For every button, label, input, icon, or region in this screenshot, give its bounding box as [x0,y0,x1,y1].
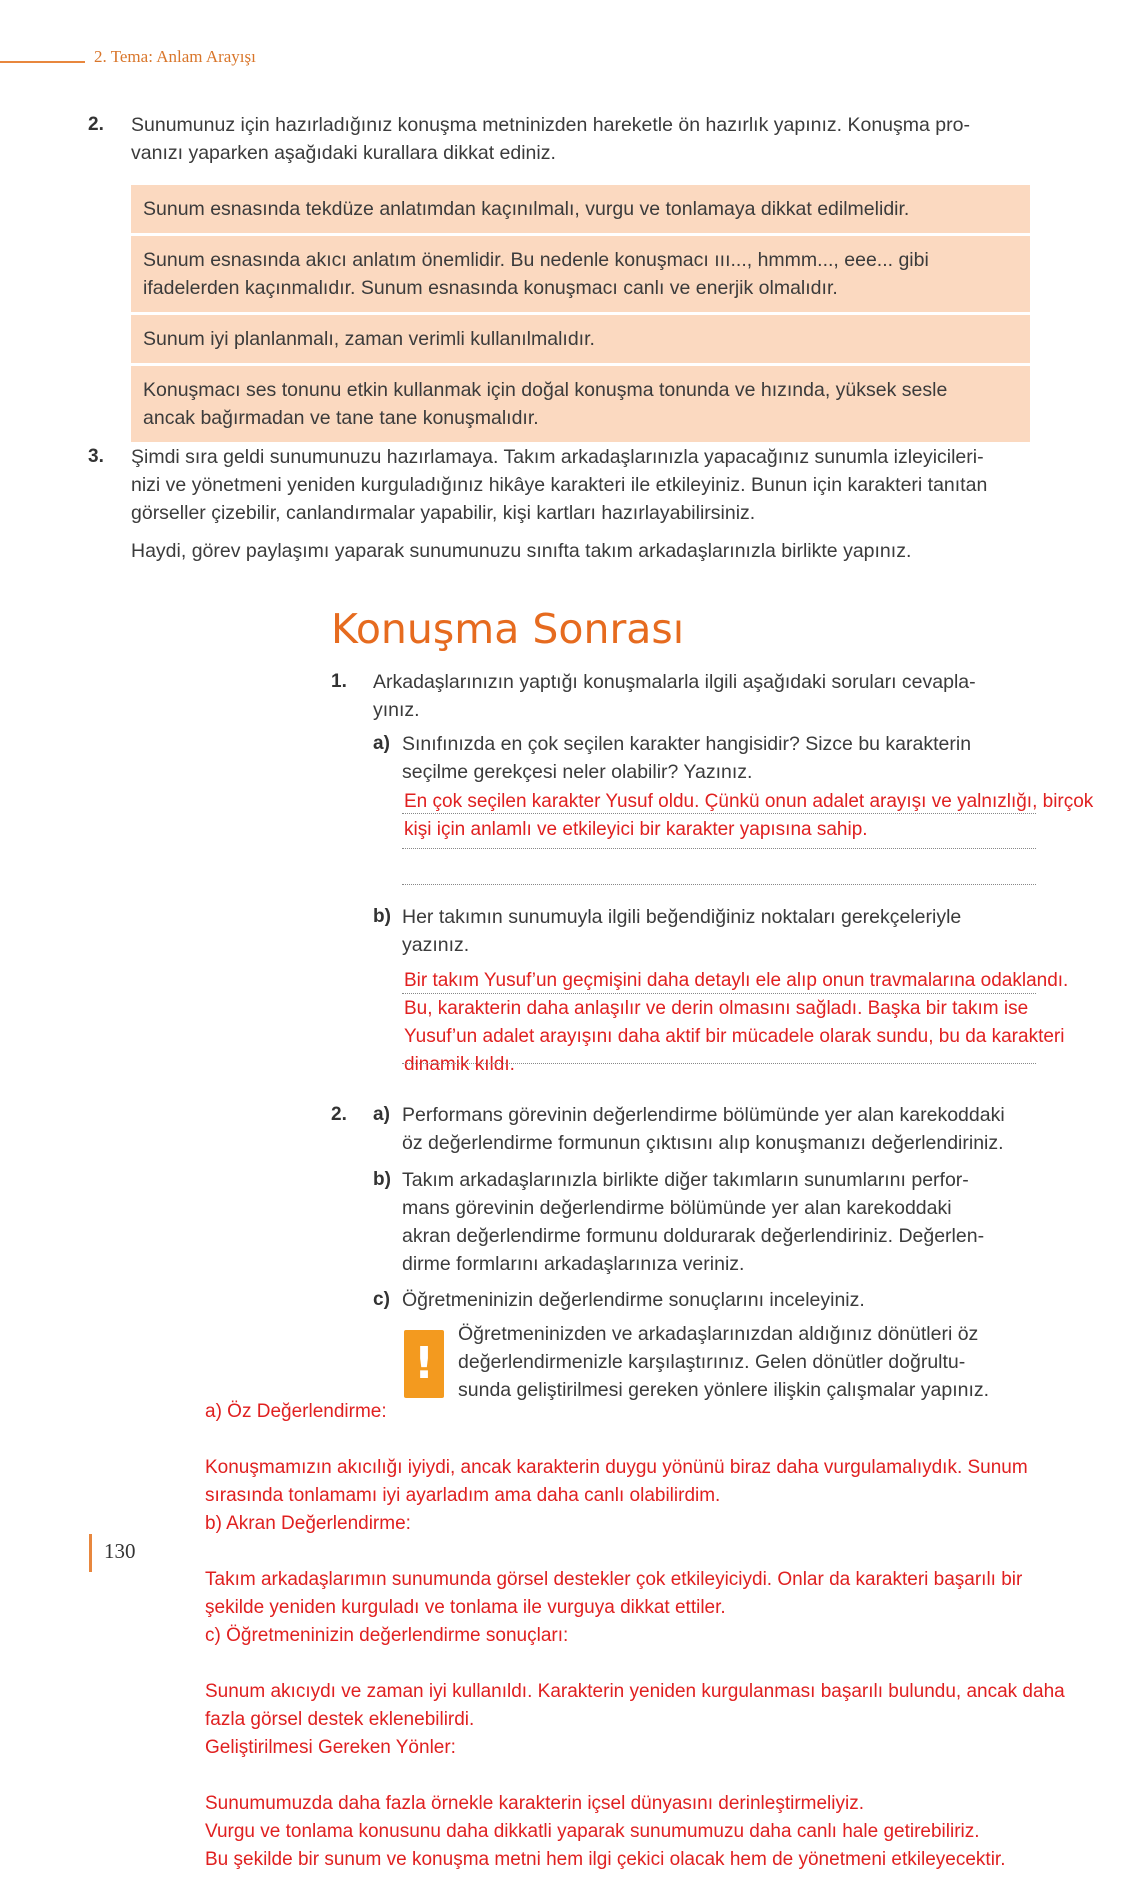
q1-number: 1. [331,671,347,692]
writing-line [402,1063,1036,1064]
rule-item [131,185,1030,236]
answer-line: Yusuf’un adalet arayışını daha aktif bir mücadele olarak sundu, bu da karakteri [404,1026,1065,1047]
q2b-line: mans görevinin değerlendirme bölümünde yer alan karekoddaki [402,1197,952,1219]
q1-line: yınız. [373,699,420,721]
writing-line [402,813,1036,814]
q2a-text [402,1101,1005,1157]
rule-item [131,315,1030,366]
answer-line: En çok seçilen karakter Yusuf oldu. Çünkü onun adalet arayışı ve yalnızlığı, birçok [404,791,1094,812]
q2b-line: Takım arkadaşlarınızla birlikte diğer takımların sunumlarını perfor- [402,1169,969,1191]
answer-line: sırasında tonlamamı iyi ayarladım ama daha canlı olabilirdim. [205,1485,721,1506]
q2b-label: b) [373,1169,391,1190]
writing-line [402,848,1036,849]
answer-line: Konuşmamızın akıcılığı iyiydi, ancak karakterin duygu yönünü biraz daha vurgulamalıydık. Sunum [205,1457,1028,1478]
q2a-line: Performans görevinin değerlendirme bölümünde yer alan karekoddaki [402,1104,1005,1126]
q1a-text [402,730,971,786]
rule-line: Sunum iyi planlanmalı, zaman verimli kullanılmalıdır. [143,328,595,350]
q2b-line: dirme formlarını arkadaşlarınıza veriniz. [402,1253,745,1275]
q1b-line: yazınız. [402,934,470,956]
item2-number: 2. [88,114,104,135]
q1-line: Arkadaşlarınızın yaptığı konuşmalarla ilgili aşağıdaki soruları cevapla- [373,671,976,693]
item3-text [131,443,987,565]
q1a-label: a) [373,733,390,754]
answer-heading: c) Öğretmeninizin değerlendirme sonuçları: [205,1625,569,1646]
item3-number: 3. [88,446,104,467]
section-title: Konuşma Sonrası [331,605,685,653]
rule-item [131,236,1030,315]
rule-line: Sunum esnasında akıcı anlatım önemlidir. Bu nedenle konuşmacı ııı..., hmmm..., eee... gibi [143,249,929,271]
answer-line: Vurgu ve tonlama konusunu daha dikkatli yaparak sunumumuzu daha canlı hale getirebiliriz. [205,1821,980,1842]
answer-line: Sunum akıcıydı ve zaman iyi kullanıldı. Karakterin yeniden kurgulanması başarılı bulundu, ancak daha [205,1681,1065,1702]
answer-heading: a) Öz Değerlendirme: [205,1401,387,1422]
note-line: değerlendirmenizle karşılaştırınız. Gelen dönütler doğrultu- [458,1351,966,1373]
running-header: 2. Tema: Anlam Arayışı [94,47,256,66]
rule-item [131,366,1030,445]
item3-line: görseller çizebilir, canlandırmalar yapabilir, kişi kartları hazırlayabilirsiniz. [131,502,756,524]
q2a-label: a) [373,1104,390,1125]
item3-line: Haydi, görev paylaşımı yaparak sunumunuzu sınıfta takım arkadaşlarınızla birlikte yapınız. [131,540,912,562]
answer-line: Bir takım Yusuf’un geçmişini daha detaylı ele alıp onun travmalarına odaklandı. [404,970,1069,991]
item3-line: nizi ve yönetmeni yeniden kurguladığınız hikâye karakteri ile etkileyiniz. Bunun için karakteri tanıtan [131,474,988,496]
q1b-text [402,903,961,959]
writing-line [402,993,1036,994]
answer-line: dinamik kıldı. [404,1054,515,1075]
item2-line: vanızı yaparken aşağıdaki kurallara dikkat ediniz. [131,142,556,164]
answer-heading: Geliştirilmesi Gereken Yönler: [205,1737,456,1758]
q2b-line: akran değerlendirme formunu doldurarak değerlendiriniz. Değerlen- [402,1225,985,1247]
q2c-text [402,1286,865,1314]
q2b-text [402,1166,984,1278]
q2c-line: Öğretmeninizin değerlendirme sonuçlarını inceleyiniz. [402,1289,865,1311]
item2-text [131,111,970,167]
rules-box [131,185,1030,445]
answer-line: şekilde yeniden kurguladı ve tonlama ile vurguya dikkat ettiler. [205,1597,726,1618]
answer-line: Sunumumuzda daha fazla örnekle karakterin içsel dünyasını derinleştirmeliyiz. [205,1793,864,1814]
writing-line [402,884,1036,885]
answer-line: fazla görsel destek eklenebilirdi. [205,1709,475,1730]
page-number-bar [89,1534,92,1572]
q2a-line: öz değerlendirme formunun çıktısını alıp konuşmanızı değerlendiriniz. [402,1132,1004,1154]
rule-line: ancak bağırmadan ve tane tane konuşmalıdır. [143,407,539,429]
q1a-line: seçilme gerekçesi neler olabilir? Yazınız. [402,761,753,783]
q1-text [373,668,976,724]
rule-line: Sunum esnasında tekdüze anlatımdan kaçınılmalı, vurgu ve tonlamaya dikkat edilmelidir. [143,198,910,220]
rule-line: ifadelerden kaçınmalıdır. Sunum esnasında konuşmacı canlı ve enerjik olmalıdır. [143,277,838,299]
q1a-answer [404,788,1093,844]
answer-line: Takım arkadaşlarımın sunumunda görsel destekler çok etkileyiciydi. Onlar da karakteri başarılı bir [205,1569,1023,1590]
item3-line: Şimdi sıra geldi sunumunuzu hazırlamaya. Takım arkadaşlarınızla yapacağınız sunumla izleyicileri- [131,446,984,468]
header-rule [0,61,85,63]
note-line: Öğretmeninizden ve arkadaşlarınızdan aldığınız dönütleri öz [458,1323,979,1345]
page-number: 130 [104,1539,136,1563]
q2-number: 2. [331,1104,347,1125]
q2c-label: c) [373,1289,390,1310]
answer-heading: b) Akran Değerlendirme: [205,1513,411,1534]
note-line: sunda geliştirilmesi gereken yönlere ilişkin çalışmalar yapınız. [458,1379,990,1401]
q1b-label: b) [373,906,391,927]
item2-line: Sunumunuz için hazırladığınız konuşma metninizden hareketle ön hazırlık yapınız. Konuşma pro- [131,114,970,136]
q1a-line: Sınıfınızda en çok seçilen karakter hangisidir? Sizce bu karakterin [402,733,972,755]
final-answer [205,1398,1145,1874]
note-text [458,1320,989,1404]
answer-line: Bu şekilde bir sunum ve konuşma metni hem ilgi çekici olacak hem de yönetmeni etkileyecektir. [205,1849,1006,1870]
answer-line: Bu, karakterin daha anlaşılır ve derin olmasını sağladı. Başka bir takım ise [404,998,1029,1019]
answer-line: kişi için anlamlı ve etkileyici bir karakter yapısına sahip. [404,819,868,840]
q1b-line: Her takımın sunumuyla ilgili beğendiğiniz noktaları gerekçeleriyle [402,906,962,928]
rule-line: Konuşmacı ses tonunu etkin kullanmak için doğal konuşma tonunda ve hızında, yüksek sesle [143,379,948,401]
exclamation-icon: ! [404,1330,444,1398]
